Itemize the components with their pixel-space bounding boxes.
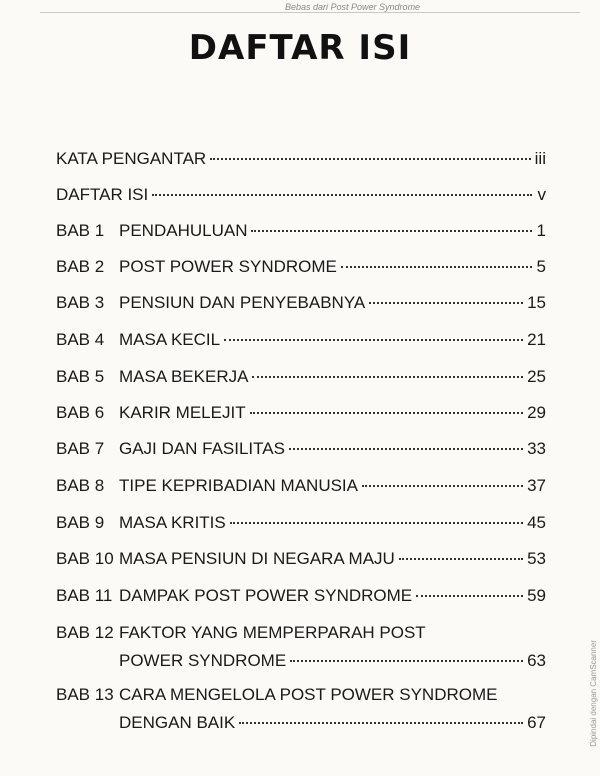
toc-title: TIPE KEPRIBADIAN MANUSIA: [119, 476, 358, 495]
toc-chapter-number: BAB 4: [56, 330, 105, 349]
dot-leader: [252, 375, 523, 378]
toc-page-number: 1: [536, 221, 546, 240]
toc-page-number: 45: [527, 513, 546, 532]
toc-title: GAJI DAN FASILITAS: [119, 439, 285, 458]
toc-title: PENDAHULUAN: [119, 221, 248, 240]
toc-title: DAMPAK POST POWER SYNDROME: [119, 586, 413, 605]
toc-title: MASA BEKERJA: [119, 367, 249, 386]
toc-chapter-number: BAB 1: [56, 221, 105, 240]
toc-title: PENSIUN DAN PENYEBABNYA: [119, 293, 366, 312]
toc-title: POST POWER SYNDROME: [119, 257, 337, 276]
toc-page-number: 37: [527, 476, 546, 495]
dot-leader: [399, 557, 523, 560]
toc-page-number: 67: [527, 713, 546, 732]
toc-page-number: 59: [527, 586, 546, 605]
toc-title: DAFTAR ISI: [56, 185, 149, 204]
toc-page-number: 53: [527, 549, 546, 568]
dot-leader: [250, 411, 523, 414]
toc-page-number: 25: [527, 367, 546, 386]
toc-title-line-2: POWER SYNDROME: [119, 651, 287, 670]
toc-page-number: iii: [534, 149, 546, 168]
toc-chapter-number: BAB 6: [56, 403, 105, 422]
toc-title-line-1: CARA MENGELOLA POST POWER SYNDROME: [119, 685, 498, 704]
dot-leader: [224, 338, 523, 341]
toc-title: MASA PENSIUN DI NEGARA MAJU: [119, 549, 395, 568]
dot-leader: [210, 157, 530, 160]
toc-chapter-number: BAB 11: [56, 586, 113, 605]
toc-title: MASA KECIL: [119, 330, 221, 349]
toc-page-number: 15: [527, 293, 546, 312]
dot-leader: [289, 447, 523, 450]
toc-page-number: 5: [536, 257, 546, 276]
toc-page-number: 33: [527, 439, 546, 458]
toc-chapter-number: BAB 9: [56, 513, 105, 532]
toc-title: KATA PENGANTAR: [56, 149, 207, 168]
toc-title: MASA KRITIS: [119, 513, 226, 532]
toc-page-number: 21: [527, 330, 546, 349]
dot-leader: [341, 265, 532, 268]
toc-chapter-number: BAB 3: [56, 293, 105, 312]
dot-leader: [152, 193, 532, 196]
toc-page-number: v: [537, 185, 546, 204]
dot-leader: [362, 484, 523, 487]
toc-entry-bab-13[interactable]: [56, 684, 546, 736]
toc-chapter-number: BAB 10: [56, 549, 114, 568]
dot-leader: [290, 659, 523, 662]
toc-chapter-number: BAB 2: [56, 257, 105, 276]
toc-title-line-2: DENGAN BAIK: [119, 713, 236, 732]
toc-chapter-number: BAB 8: [56, 476, 105, 495]
toc-chapter-number: BAB 13: [56, 685, 114, 704]
dot-leader: [416, 594, 523, 597]
dot-leader: [230, 521, 523, 524]
toc-chapter-number: BAB 7: [56, 439, 105, 458]
dot-leader: [251, 229, 532, 232]
dot-leader: [239, 721, 523, 724]
toc-chapter-number: BAB 5: [56, 367, 105, 386]
page-title: DAFTAR ISI: [188, 28, 412, 68]
toc-entry-bab-12[interactable]: [56, 622, 546, 674]
toc-title: KARIR MELEJIT: [119, 403, 246, 422]
toc-title-line-1: FAKTOR YANG MEMPERPARAH POST: [119, 623, 426, 642]
toc-chapter-number: BAB 12: [56, 623, 114, 642]
toc-page-number: 63: [527, 651, 546, 670]
scanner-watermark: Dipindai dengan CamScanner: [589, 640, 598, 747]
running-header: Bebas dari Post Power Syndrome: [285, 2, 421, 12]
toc-page-number: 29: [527, 403, 546, 422]
dot-leader: [369, 301, 523, 304]
